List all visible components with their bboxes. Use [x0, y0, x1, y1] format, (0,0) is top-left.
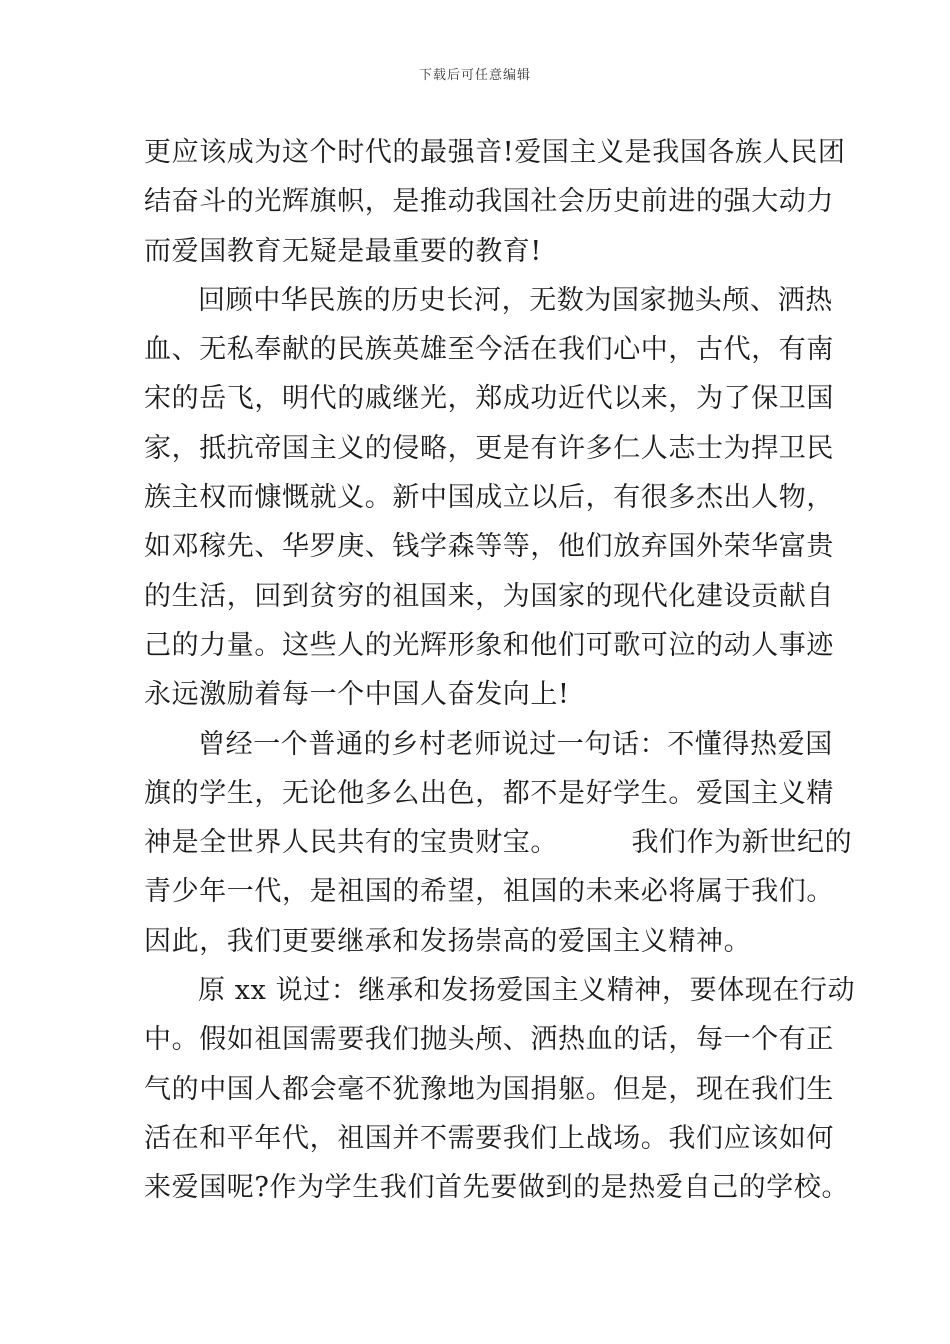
text-line: 永远激励着每一个中国人奋发向上! [144, 679, 570, 711]
text-line: 更应该成为这个时代的最强音!爱国主义是我国各族人民团 [144, 137, 846, 168]
text-line: 气的中国人都会毫不犹豫地为国捐躯。但是，现在我们生 [144, 1073, 834, 1105]
text-line: 回顾中华民族的历史长河，无数为国家抛头颅、洒热 [198, 284, 833, 316]
text-line: 旗的学生，无论他多么出色，都不是好学生。爱国主义精 [144, 777, 834, 809]
text-line: 中。假如祖国需要我们抛头颅、洒热血的话，每一个有正 [144, 1024, 834, 1056]
text-line: 族主权而慷慨就义。新中国成立以后，有很多杰出人物， [144, 482, 834, 514]
text-line: 的生活，回到贫穷的祖国来，为国家的现代化建设贡献自 [144, 580, 834, 612]
text-line: 神是全世界人民共有的宝贵财宝。 我们作为新世纪的 [144, 827, 853, 859]
text-line: 家，抵抗帝国主义的侵略，更是有许多仁人志士为捍卫民 [144, 432, 834, 464]
text-line: 如邓稼先、华罗庚、钱学森等等，他们放弃国外荣华富贵 [144, 531, 834, 563]
paragraph-1 [144, 128, 846, 276]
paragraph-2 [144, 276, 834, 720]
text-line: 宋的岳飞，明代的戚继光，郑成功近代以来，为了保卫国 [144, 383, 834, 415]
text-line: 青少年一代，是祖国的希望，祖国的未来必将属于我们。 [144, 876, 834, 908]
text-line: 己的力量。这些人的光辉形象和他们可歌可泣的动人事迹 [144, 629, 834, 661]
text-line: 来爱国呢?作为学生我们首先要做到的是热爱自己的学校。 [144, 1172, 850, 1204]
text-line: 曾经一个普通的乡村老师说过一句话：不懂得热爱国 [198, 728, 833, 760]
text-line: 因此，我们更要继承和发扬崇高的爱国主义精神。 [144, 925, 752, 957]
text-line: 原 xx 说过：继承和发扬爱国主义精神，要体现在行动 [198, 975, 856, 1007]
text-line: 而爱国教育无疑是最重要的教育! [144, 235, 542, 267]
text-line: 结奋斗的光辉旗帜，是推动我国社会历史前进的强大动力 [144, 186, 834, 218]
text-line: 活在和平年代，祖国并不需要我们上战场。我们应该如何 [144, 1122, 834, 1154]
text-line: 血、无私奉献的民族英雄至今活在我们心中，古代，有南 [144, 334, 834, 366]
header-note: 下载后可任意编辑 [418, 68, 531, 83]
document-body [144, 128, 856, 1213]
paragraph-4 [144, 966, 856, 1212]
paragraph-3 [144, 720, 853, 966]
